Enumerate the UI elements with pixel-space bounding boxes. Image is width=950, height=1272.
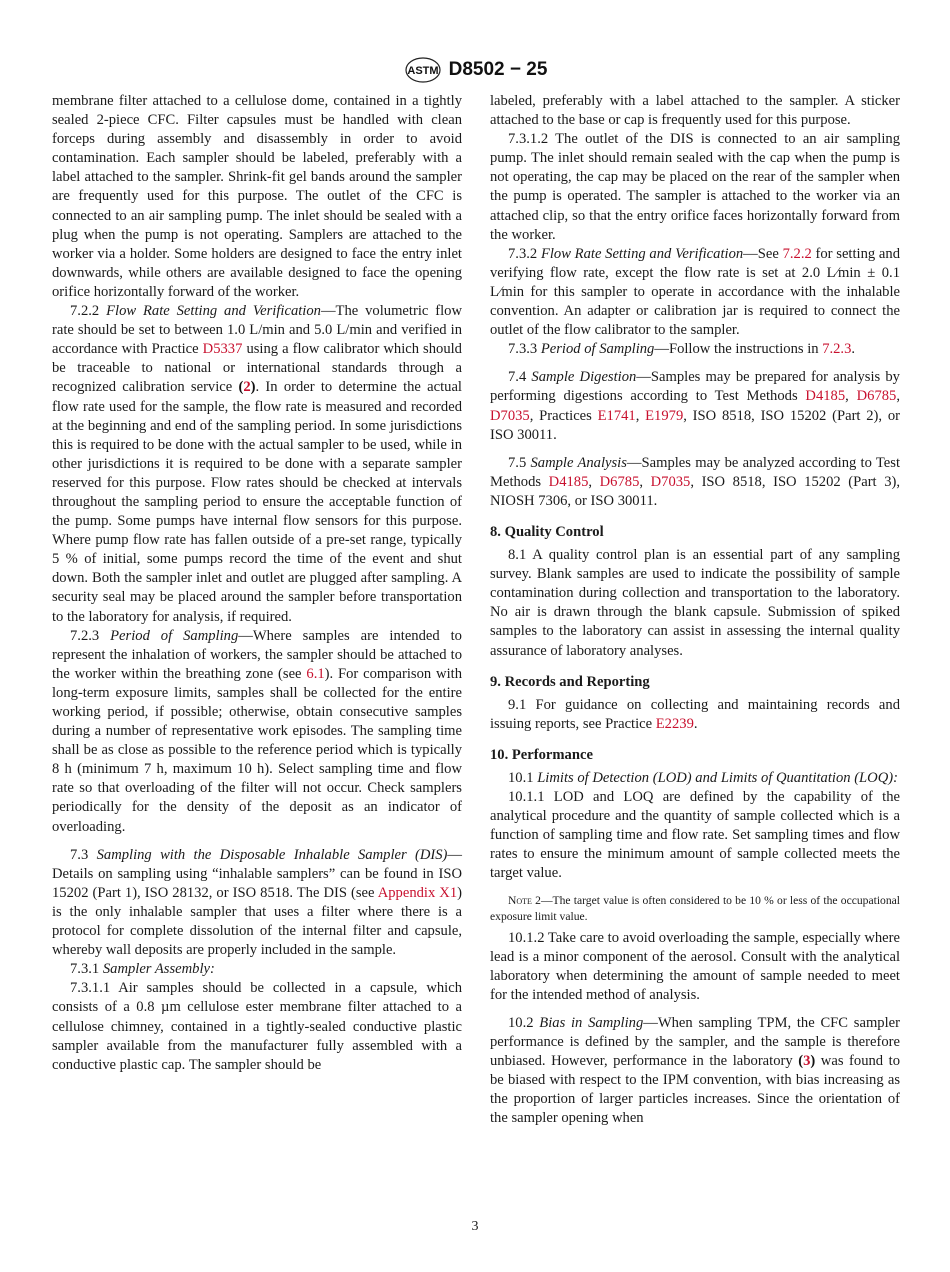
paragraph: [52, 92, 462, 302]
text-run: 7.3.1.2 The outlet of the DIS is connected to an air sampling pump. The inlet should remain sealed with the cap when the pump is not operating, the cap may be placed on the rear of the sampler when the pump is operated. The sampler is attached to the worker via an attached clip, so that the entry orifice faces horizontally forward from the worker.: [490, 131, 900, 243]
text-run: 7.3: [70, 846, 97, 863]
text-run: —See: [743, 245, 783, 262]
text-run: .: [693, 715, 698, 732]
italic-title: Sample Analysis: [530, 454, 627, 471]
text-run: Note 2: [508, 893, 541, 907]
text-run: —When sampling TPM, the CFC sampler performance is defined by the sampler, and the sample is therefore unbiased. However, performance in the laboratory: [490, 1014, 900, 1070]
reference-link[interactable]: D6785: [856, 388, 897, 405]
text-run: 7.2.3: [70, 627, 111, 644]
reference-link[interactable]: E1979: [645, 407, 684, 424]
text-run: ). For comparison with long-term exposure limits, samples shall be collected for the entire working period, if possible; otherwise, obtain consecutive samples during a number of representative work episodes. The sampling time shall be as close as possible to the reference period which is typically 8 h (minimum 7 h, maximum 10 h). Select sampling time and flow rate so that overloading of the filter will not occur. Check samplers periodically for the density of the deposit as an indicator of overloading.: [52, 665, 463, 835]
italic-title: Period of Sampling: [110, 627, 239, 644]
page-number: 3: [471, 1219, 479, 1234]
reference-link[interactable]: D4185: [548, 473, 589, 490]
text-run: (: [238, 379, 244, 396]
italic-title: Sampling with the Disposable Inhalable Sampler (DIS): [96, 846, 448, 863]
text-run: using a flow calibrator which should be traceable to national or international standards through a recognized calibration service: [52, 341, 462, 396]
text-run: —Details on sampling using “inhalable samplers” can be found in ISO 15202 (Part 1), ISO 28132, or ISO 8518. The DIS (see: [52, 846, 463, 901]
paragraph: [490, 1014, 900, 1129]
paragraph: [490, 929, 900, 1005]
text-run: membrane filter attached to a cellulose dome, contained in a tightly sealed 2-piece CFC. Filter capsules must be handled with clean forceps during assembly and disassembly in order to avoid contamination. Each sampler should be labeled, preferably with a label attached to the sampler. Shrink-fit gel bands around the sampler are frequently used for this purpose. The outlet of the CFC is connected to an air sampling pump. The inlet should be sealed with a plug when the pump is not operating. Samplers are attached to the worker via a holder. Some holders are designed to face the entry inlet downwards, while others are available designed to face the opening orifice horizontally forward of the worker.: [52, 93, 462, 300]
paragraph: [490, 788, 900, 883]
reference-link[interactable]: 7.2.2: [782, 245, 812, 262]
text-run: , ISO 8518, ISO 15202 (Part 2), or ISO 30011.: [490, 407, 900, 443]
paragraph: [52, 846, 462, 961]
text-run: 7.4: [508, 369, 532, 386]
reference-link[interactable]: D6785: [599, 473, 640, 490]
text-run: labeled, preferably with a label attached to the sampler. A sticker attached to the base or cap is frequently used for this purpose.: [490, 93, 900, 129]
page-header: [0, 56, 950, 84]
text-run: ) is the only inhalable sampler that uses a filter where there is a protocol for complete dissolution of the internal filter and capsule, whereby wall deposits are properly included in the sample.: [52, 884, 462, 959]
text-run: —The target value is often considered to be 10 % or less of the occupational exposure limit value.: [490, 893, 901, 923]
text-run: 7.5: [508, 454, 531, 471]
paragraph: [490, 245, 900, 340]
reference-link[interactable]: 7.2.3: [822, 341, 852, 358]
section-heading: 8. Quality Control: [490, 523, 604, 540]
text-run: 7.3.1: [70, 961, 103, 978]
astm-logo-icon: [403, 56, 443, 84]
text-run: 7.3.3: [508, 341, 541, 358]
reference-link[interactable]: D7035: [490, 407, 530, 424]
reference-link[interactable]: D5337: [202, 341, 243, 358]
text-run: for setting and verifying flow rate, except the flow rate is set at 2.0 L⁄min ± 0.1 L⁄min for this sampler to operate in accordance with the inhalable convention. An adapter or calibration jar is required to connect the outlet of the flow calibrator to the sampler.: [490, 245, 900, 339]
reference-link[interactable]: Appendix X1: [377, 884, 458, 901]
text-run: —Samples may be prepared for analysis by performing digestions according to Test Methods: [490, 369, 900, 405]
paragraph: [490, 92, 900, 130]
text-run: —Samples may be analyzed according to Test Methods: [490, 454, 900, 490]
text-run: (: [798, 1053, 804, 1070]
right-column: [490, 92, 900, 1129]
section-heading: 10. Performance: [490, 746, 593, 763]
text-run: —The volumetric flow rate should be set to between 1.0 L/min and 5.0 L/min and verified in accordance with Practice: [52, 303, 462, 358]
reference-link[interactable]: D4185: [805, 388, 846, 405]
text-run: .: [851, 341, 856, 358]
text-run: 7.3.1.1 Air samples should be collected in a capsule, which consists of a 0.8 µm cellulose ester membrane filter attached to a cellulose chimney, contained in a tightly-sealed conductive plastic sampler available from the manufacturer fully assembled with a conductive plastic cap. The sampler should be: [52, 980, 462, 1073]
text-run: , Practices: [529, 407, 598, 424]
note: [490, 893, 900, 925]
italic-title: Sample Digestion: [531, 369, 637, 386]
text-run: —Follow the instructions in: [654, 341, 823, 358]
reference-link[interactable]: D7035: [650, 473, 691, 490]
reference-link[interactable]: 6.1: [306, 665, 325, 682]
reference-link[interactable]: E2239: [655, 715, 694, 732]
left-column: [52, 92, 462, 1075]
paragraph: [490, 130, 900, 245]
italic-title: Sampler Assembly:: [102, 961, 215, 978]
text-run: 7.3.2: [508, 245, 541, 262]
paragraph: [490, 368, 900, 444]
text-run: ,: [588, 473, 600, 490]
text-run: ,: [635, 407, 646, 424]
italic-title: Bias in Sampling: [539, 1014, 644, 1031]
section-heading: 9. Records and Reporting: [490, 673, 650, 690]
text-run: 10.1.2 Take care to avoid overloading the sample, especially where lead is a minor component of the aerosol. Consult with the analytical laboratory when determining the amount of sample needed to meet for the intended method of analysis.: [490, 929, 900, 1003]
paragraph: [52, 627, 462, 837]
svg-text:ASTM: ASTM: [407, 65, 439, 77]
document-id: D8502 − 25: [448, 59, 548, 80]
text-run: ): [810, 1053, 816, 1070]
paragraph: [490, 454, 900, 511]
text-run: , ISO 8518, ISO 15202 (Part 3), NIOSH 7306, or ISO 30011.: [490, 473, 901, 509]
text-run: ,: [845, 388, 857, 405]
paragraph: [490, 546, 900, 661]
text-run: ): [250, 379, 256, 396]
paragraph: [490, 769, 900, 788]
paragraph: [490, 696, 900, 734]
reference-link[interactable]: 2: [243, 379, 251, 396]
text-run: ,: [639, 473, 651, 490]
text-run: 10.2: [508, 1014, 540, 1031]
text-run: was found to be biased with respect to the IPM convention, with bias increasing as the proportion of larger particles increases. Since the orientation of the sampler opening when: [490, 1053, 900, 1127]
italic-title: Flow Rate Setting and Verification: [106, 303, 321, 320]
paragraph: [52, 979, 462, 1074]
text-run: 10.1.1 LOD and LOQ are defined by the capability of the analytical procedure and the quantity of sample collected which is a function of sampling time and flow rate. Set sampling times and flow rates to ensure the minimum amount of sample collected meets the target value.: [490, 789, 900, 882]
reference-link[interactable]: E1741: [597, 407, 636, 424]
italic-title: Period of Sampling: [540, 341, 655, 358]
text-run: 9.1 For guidance on collecting and maintaining records and issuing reports, see Practice: [490, 696, 900, 732]
text-run: 10.1: [508, 770, 538, 786]
reference-link[interactable]: 3: [803, 1053, 811, 1070]
text-run: ,: [896, 388, 900, 405]
paragraph: [490, 340, 900, 359]
paragraph: [52, 302, 462, 627]
text-run: —Where samples are intended to represent the inhalation of workers, the sampler should be attached to the worker within the breathing zone (see: [52, 627, 462, 682]
italic-title: Limits of Detection (LOD) and Limits of Quantitation (LOQ):: [537, 770, 898, 786]
text-run: 8.1 A quality control plan is an essential part of any sampling survey. Blank samples are used to indicate the possibility of sample contamination during collection and transportation to the laboratory. No air is drawn through the blank capsule. Submission of spiked samples to the laboratory can assist in assessing the internal quality assurance of laboratory analyses.: [490, 547, 900, 659]
paragraph: [52, 960, 462, 979]
text-run: 7.2.2: [70, 303, 107, 320]
text-run: . In order to determine the actual flow rate used for the sample, the flow rate is measured and recorded at the beginning and end of the sampling period. In some jurisdictions this is required to be done with the actual sampler to be used, while in other jurisdictions it is required to be done with a separate sampler reserved for this purpose. Flow rates should be checked at intervals throughout the sampling period to ensure the acceptable function of the pump. Some pumps have internal flow sensors for this purpose. Where pump flow rate has fallen outside of a pre-set range, typically 5 % of initial, some pumps record the time of the event and shut down. Both the sampler inlet and outlet are plugged after sampling. A security seal may be placed around the sampler before transportation to the laboratory for analysis, if required.: [52, 379, 462, 625]
italic-title: Flow Rate Setting and Verification: [540, 245, 744, 262]
